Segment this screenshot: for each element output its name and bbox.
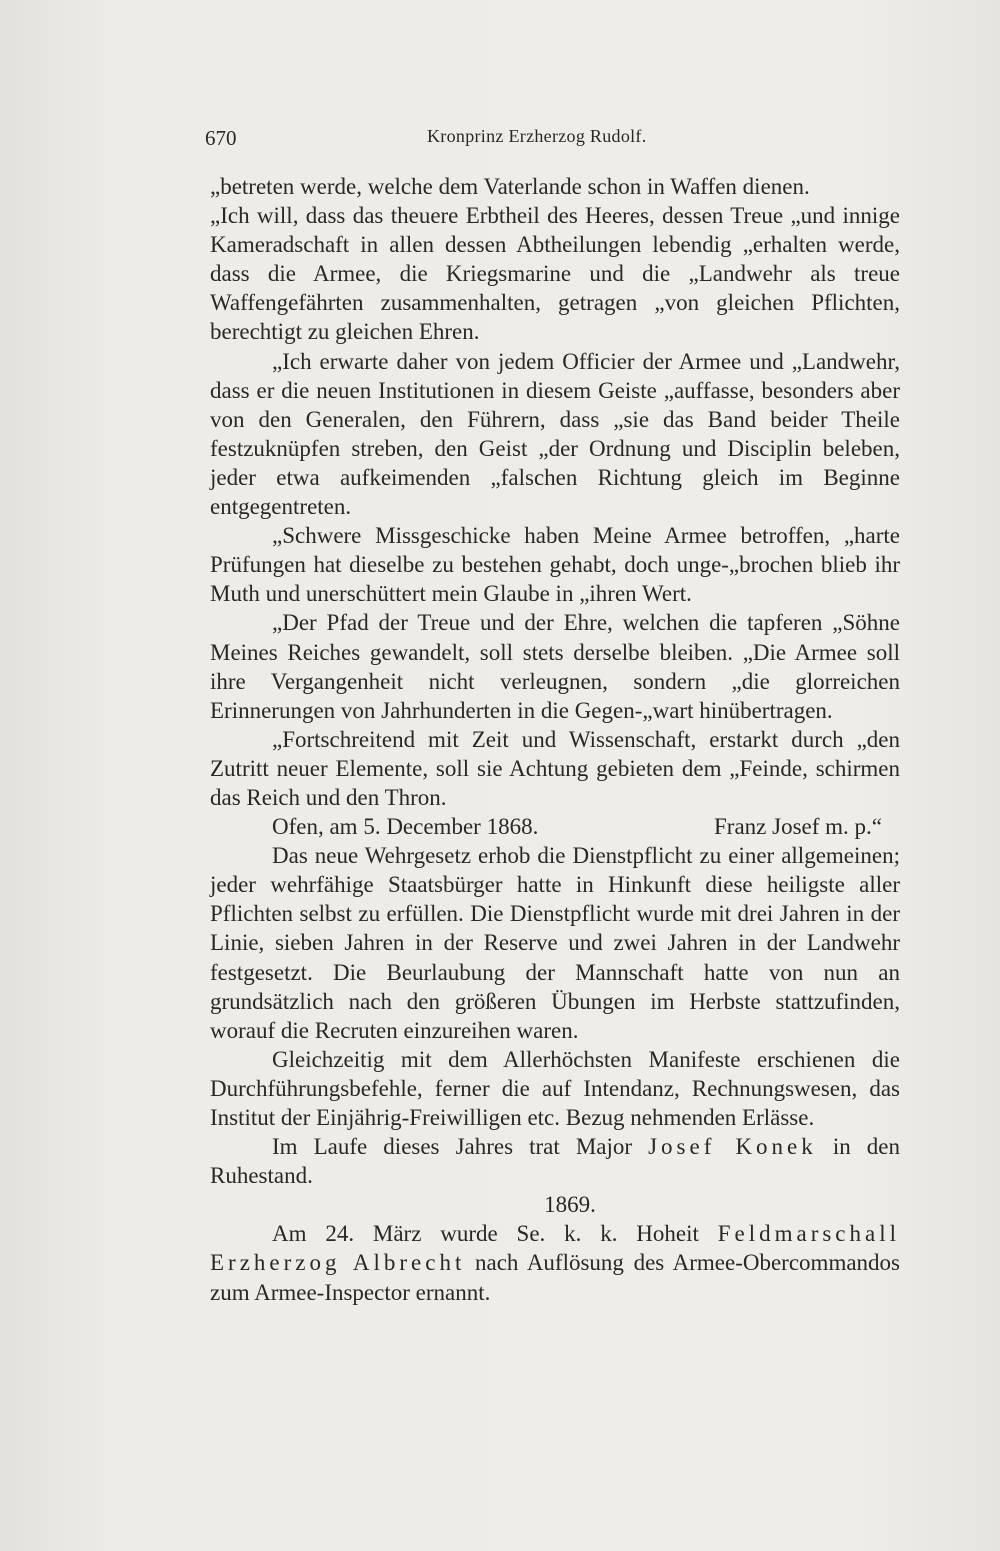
- paragraph: „Der Pfad der Treue und der Ehre, welchen die tapferen „Söhne Meines Reiches gewandelt, soll stets derselbe bleiben. „Die Armee soll ihre Vergangenheit nicht verleugnen, sondern „die glorreichen Erinnerungen von Jahrhunderten in die Gegen-„wart hinübertragen.: [210, 610, 900, 723]
- paragraph: „Ich erwarte daher von jedem Officier der Armee und „Landwehr, dass er die neuen Institutionen in diesem Geiste „auffasse, besonders aber von den Generalen, den Führern, dass „sie das Band beider Theile festzuknüpfen streben, den Geist „der Ordnung und Disciplin beleben, jeder etwa aufkeimenden „falschen Richtung gleich im Beginne entgegentreten.: [210, 348, 900, 520]
- running-head: Kronprinz Erzherzog Rudolf.: [427, 126, 647, 146]
- text: Am 24. März wurde Se. k. k. Hoheit: [272, 1221, 718, 1247]
- paragraph: Das neue Wehrgesetz erhob die Dienstpflicht zu einer allgemeinen; jeder wehrfähige Staatsbürger hatte in Hinkunft diese heiligste aller Pflichten selbst zu erfüllen. Die Dienstpflicht wurde mit drei Jahren in der Linie, sieben Jahren in der Reserve und zwei Jahren in der Landwehr festgesetzt. Die Beurlaubung der Mannschaft hatte von nun an grundsätzlich nach den größeren Übungen im Herbste stattzufinden, worauf die Recruten einzureihen waren.: [210, 843, 900, 1043]
- paragraph: „Fortschreitend mit Zeit und Wissenschaft, erstarkt durch „den Zutritt neuer Elemente, soll sie Achtung gebieten dem „Feinde, schirmen das Reich und den Thron.: [210, 726, 900, 810]
- paragraph: „Schwere Missgeschicke haben Meine Armee betroffen, „harte Prüfungen hat dieselbe zu bestehen gehabt, doch unge-„brochen blieb ihr Muth und unerschüttert mein Glaube in „ihren Wert.: [210, 523, 900, 607]
- place-date: Ofen, am 5. December 1868.: [272, 814, 539, 840]
- konek-paragraph: [210, 1132, 900, 1190]
- text: nach Auflösung des Armee-Obercommandos zum Armee-Inspector ernannt.: [210, 1250, 900, 1305]
- signer: Franz Josef m. p.“: [714, 814, 882, 840]
- text: Im Laufe dieses Jahres trat Major: [272, 1134, 649, 1160]
- paragraph: „Ich will, dass das theuere Erbtheil des Heeres, dessen Treue „und innige Kameradschaft in allen dessen Abtheilungen lebendig „erhalten werde, dass die Armee, die Kriegsmarine und die „Landwehr als treue Waffengefährten zusammenhalten, getragen „von gleichen Pflichten, berechtigt zu gleichen Ehren.: [210, 203, 900, 345]
- text: in den Ruhestand.: [210, 1134, 900, 1189]
- paragraph: „betreten werde, welche dem Vaterlande schon in Waffen dienen.: [210, 174, 810, 199]
- page-number: 670: [205, 126, 237, 150]
- person-name: Feldmarschall Erzherzog Albrecht: [210, 1221, 900, 1276]
- signature-line: [210, 812, 900, 841]
- paragraph: Gleichzeitig mit dem Allerhöchsten Manifeste erschienen die Durchführungsbefehle, ferner die auf Intendanz, Rechnungswesen, das Institut der Einjährig-Freiwilligen etc. Bezug nehmenden Erlässe.: [210, 1046, 900, 1130]
- page-header: [205, 126, 675, 156]
- final-paragraph: [210, 1219, 900, 1306]
- person-name: Josef Konek: [648, 1134, 817, 1160]
- year-heading: 1869.: [544, 1192, 596, 1218]
- body-text: [210, 172, 900, 1307]
